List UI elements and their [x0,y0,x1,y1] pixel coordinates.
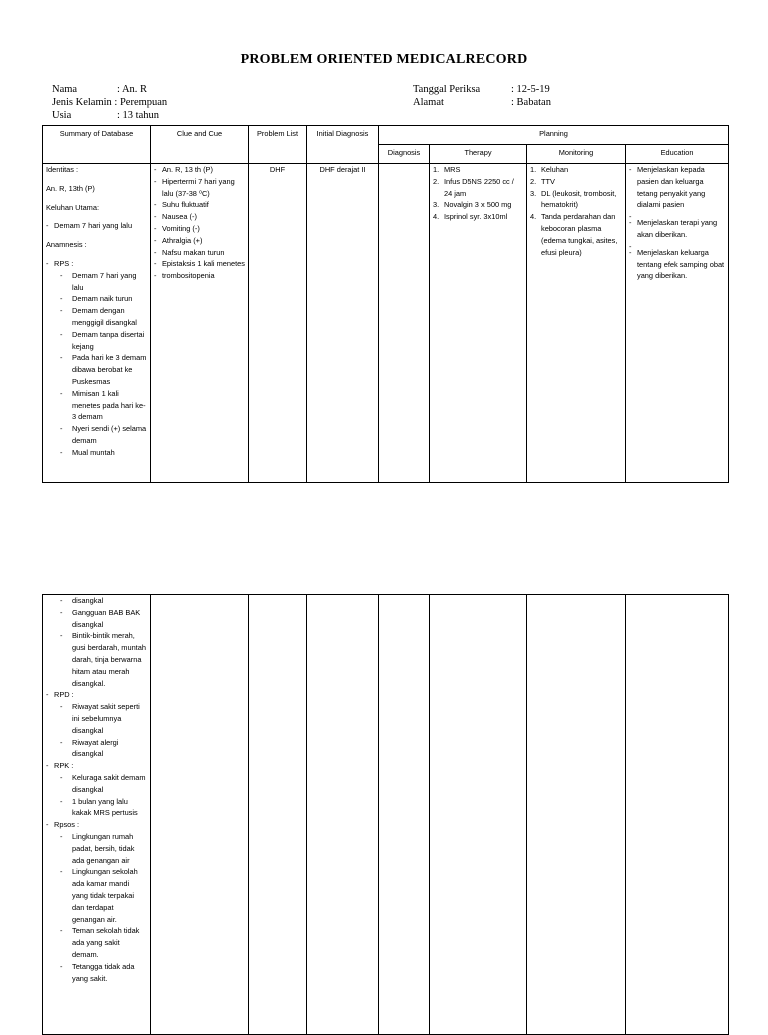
header-problem-list: Problem List [249,126,307,164]
keluhan-label: Keluhan Utama: [46,202,99,212]
list-item: - Nafsu makan turun [154,247,245,259]
database-cell [43,164,151,483]
education-cell-continued [626,595,729,1035]
list-item: - Epistaksis 1 kali menetes [154,258,245,270]
list-item: 1. Keluhan [530,165,569,174]
header-database: Summary of Database [43,126,151,164]
list-item: 3. Novalgin 3 x 500 mg [433,200,512,210]
identitas-value: An. R, 13th (P) [46,183,95,193]
initial-diagnosis-cell: DHF derajat II [307,164,379,483]
anamnesis-label: Anamnesis : [46,240,87,250]
list-item: - Bintik-bintik merah, gusi berdarah, muntah darah, tinja berwarna hitam atau merah disangkal. [46,630,147,689]
age-label: Usia [52,110,72,121]
database-cell-continued [43,595,151,1035]
list-item: 3. DL (leukosit, trombosit, hematokrit) [530,188,617,210]
initial-dx-cell-continued [307,595,379,1035]
list-item: - Demam 7 hari yang lalu [46,270,147,294]
age-row [52,109,167,122]
list-item: - Mual muntah [46,447,147,459]
list-item: - Riwayat alergi disangkal [46,737,147,761]
address-value: : Babatan [511,97,551,108]
therapy-cell-continued [430,595,527,1035]
patient-info-left [52,83,167,122]
list-item: - Nyeri sendi (+) selama demam [46,423,147,447]
identitas-label: Identitas : [46,165,79,174]
list-item: - Menjelaskan kepada pasien dan keluarga tetang penyakit yang dialami pasien [629,164,725,211]
list-item: - disangkal [46,595,147,607]
list-item: 1. MRS [433,165,461,174]
list-item: - Menjelaskan keluarga tentang efek samping obat yang diberikan. [629,247,725,282]
diagnosis-cell [379,164,430,483]
list-item: 2. TTV [530,176,555,186]
pomr-table-page1 [42,125,729,483]
list-item: 4. Isprinol syr. 3x10ml [433,212,508,222]
name-label: Nama [52,84,78,95]
name-row [52,83,167,96]
patient-info-right [413,83,551,109]
date-value: : 12-5-19 [511,84,550,95]
header-planning: Planning [379,126,729,145]
list-item: 4. Tanda perdarahan dan kebocoran plasma (edema tungkai, asites, efusi pleura) [530,212,618,257]
list-item: - Nausea (-) [154,211,245,223]
problem-cell-continued [249,595,307,1035]
header-education: Education [626,145,729,164]
list-item: - Pada hari ke 3 demam dibawa berobat ke Puskesmas [46,352,147,387]
list-item: - 1 bulan yang lalu kakak MRS pertusis [46,796,147,820]
list-item: - Suhu fluktuatif [154,199,245,211]
list-item: - Vomiting (-) [154,223,245,235]
rps-label: - RPS : [46,258,147,270]
sex-value: : Perempuan [114,97,168,108]
sex-row [52,96,167,109]
list-item: - Hipertermi 7 hari yang lalu (37-38 ⁰C) [154,176,245,200]
education-cell [626,164,729,483]
keluhan-value: - Demam 7 hari yang lalu [46,220,147,232]
list-item: - trombositopenia [154,270,245,282]
list-item: - Tetangga tidak ada yang sakit. [46,961,147,985]
address-row [413,96,551,109]
document-title: PROBLEM ORIENTED MEDICALRECORD [240,52,528,67]
list-item: - Athralgia (+) [154,235,245,247]
rpk-label: - RPK : [46,760,147,772]
pomr-table-page2 [42,594,729,1035]
age-value: : 13 tahun [117,110,159,121]
list-item: - Mimisan 1 kali menetes pada hari ke-3 demam [46,388,147,423]
name-value: : An. R [117,84,148,95]
header-diagnosis: Diagnosis [379,145,430,164]
diagnosis-cell-continued [379,595,430,1035]
header-therapy: Therapy [430,145,527,164]
header-monitoring: Monitoring [527,145,626,164]
clue-cell [151,164,249,483]
list-item: - Demam naik turun [46,293,147,305]
list-item: - Gangguan BAB BAK disangkal [46,607,147,631]
list-item: - Riwayat sakit seperti ini sebelumnya disangkal [46,701,147,736]
list-item: - Demam tanpa disertai kejang [46,329,147,353]
list-item: - Lingkungan sekolah ada kamar mandi yang tidak terpakai dan terdapat genangan air. [46,866,147,925]
list-item: - An. R, 13 th (P) [154,164,245,176]
list-item: - Teman sekolah tidak ada yang sakit demam. [46,925,147,960]
clue-cell-continued [151,595,249,1035]
date-label: Tanggal Periksa [413,84,481,95]
problem-list-cell: DHF [249,164,307,483]
header-initial-diagnosis: Initial Diagnosis [307,126,379,164]
list-item: - Menjelaskan terapi yang akan diberikan. [629,217,725,241]
list-item: - Lingkungan rumah padat, bersih, tidak ada genangan air [46,831,147,866]
monitoring-cell-continued [527,595,626,1035]
monitoring-cell [527,164,626,483]
rpd-label: - RPD : [46,689,147,701]
sex-label: Jenis Kelamin [52,97,112,108]
header-clue: Clue and Cue [151,126,249,164]
list-item: - Keluraga sakit demam disangkal [46,772,147,796]
rpsos-label: - Rpsos : [46,819,147,831]
date-row [413,83,551,96]
therapy-cell [430,164,527,483]
address-label: Alamat [413,97,444,108]
list-item: - Demam dengan menggigil disangkal [46,305,147,329]
list-item: 2. Infus D5NS 2250 cc / 24 jam [433,176,514,198]
